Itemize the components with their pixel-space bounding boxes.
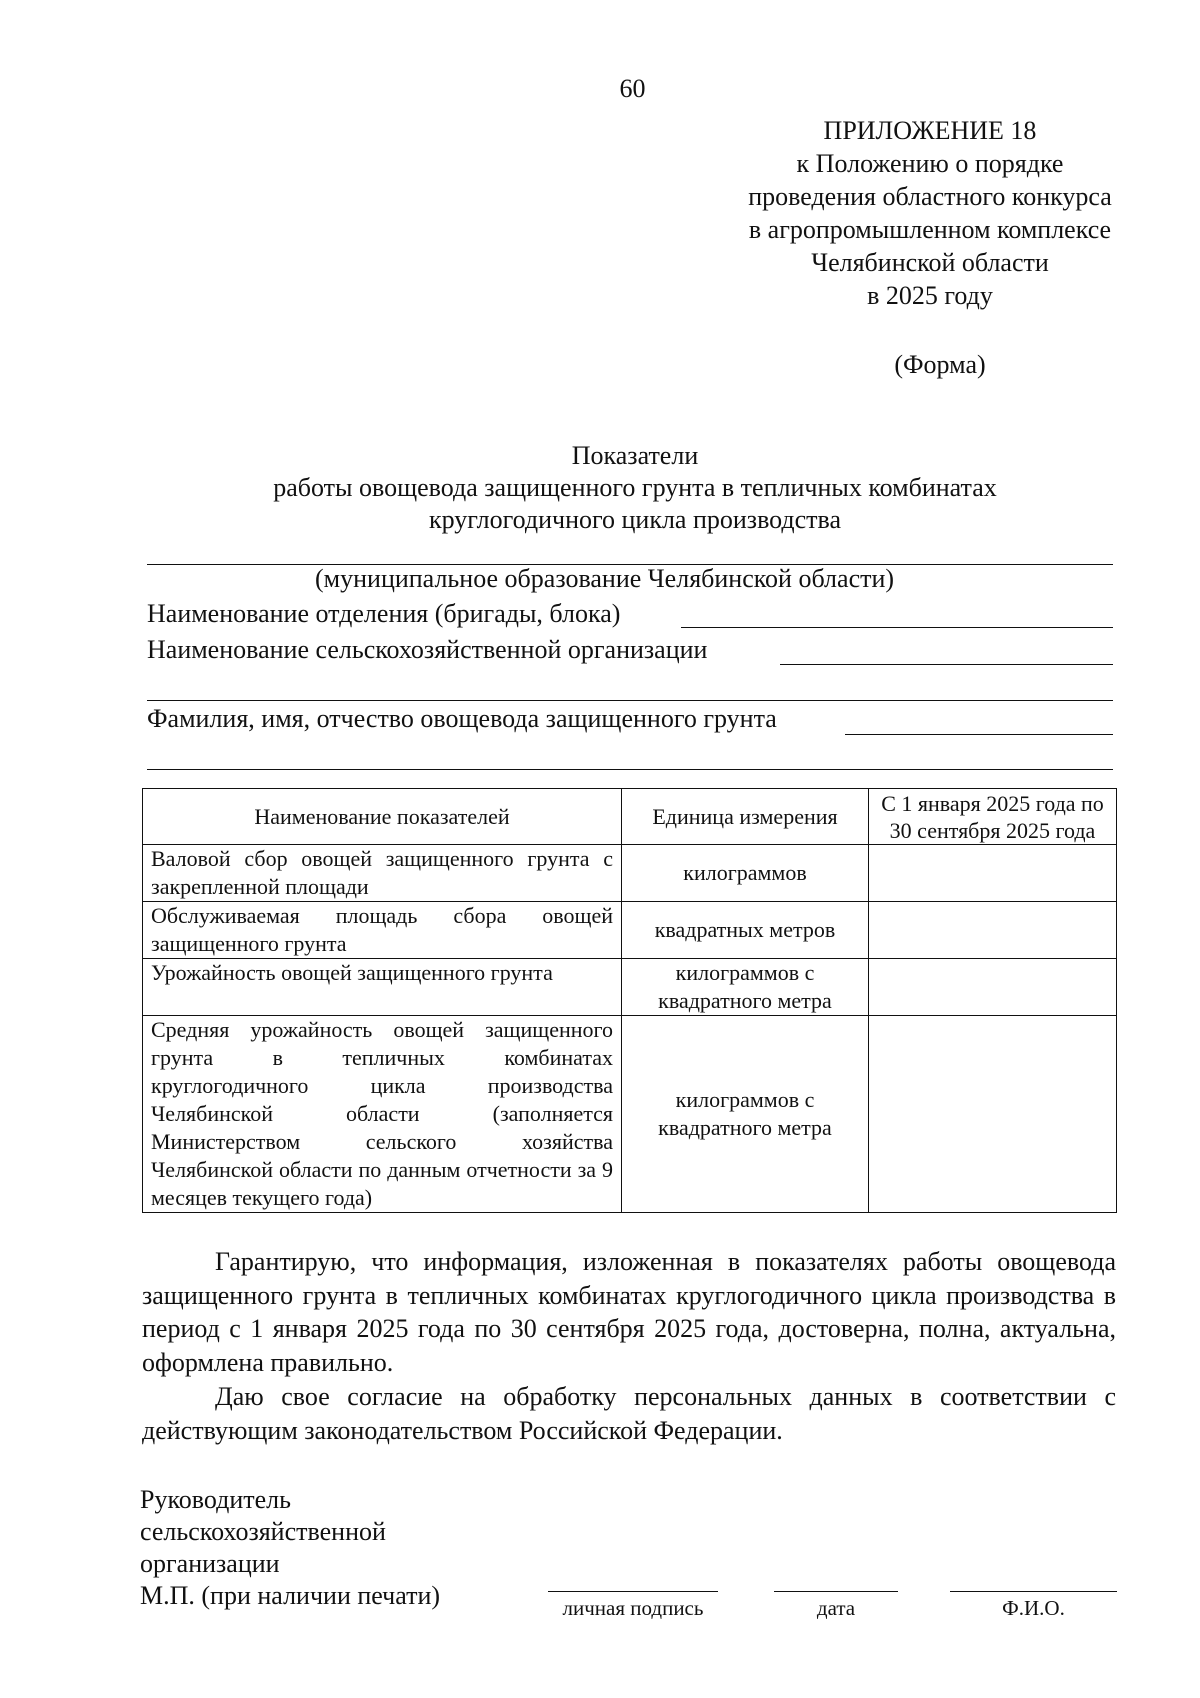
appendix-line: проведения областного конкурса — [748, 182, 1112, 211]
table-row — [143, 1016, 1117, 1213]
row-unit: килограммов с квадратного метра — [622, 959, 869, 1016]
row-unit: килограммов — [622, 845, 869, 902]
row-indicator-name: Урожайность овощей защищенного грунта — [143, 959, 622, 1016]
row-unit: квадратных метров — [622, 902, 869, 959]
title-line: Показатели — [571, 441, 699, 470]
appendix-line: в агропромышленном комплексе — [748, 215, 1112, 244]
header-period: С 1 января 2025 года по 30 сентября 2025 года — [869, 789, 1117, 845]
row-value-cell[interactable] — [869, 959, 1117, 1016]
grower-field-line[interactable] — [845, 734, 1113, 735]
row-value-cell[interactable] — [869, 902, 1117, 959]
title-line: работы овощевода защищенного грунта в тепличных комбинатах — [273, 473, 997, 502]
consent-paragraph: Даю свое согласие на обработку персональных данных в соответствии с действующим законодательством Российской Федерации. — [142, 1382, 1116, 1445]
table-row — [143, 902, 1117, 959]
stamp-note: М.П. (при наличии печати) — [140, 1581, 441, 1610]
appendix-line: в 2025 году — [867, 281, 993, 310]
row-value-cell[interactable] — [869, 845, 1117, 902]
title-line: круглогодичного цикла производства — [428, 505, 842, 534]
signatory-line: Руководитель — [140, 1485, 291, 1514]
indicators-table — [142, 788, 1117, 1213]
organization-label: Наименование сельскохозяйственной организации — [147, 635, 708, 664]
table-header-row — [143, 789, 1117, 845]
header-indicator-name: Наименование показателей — [143, 789, 622, 845]
row-indicator-name: Обслуживаемая площадь сбора овощей защищенного грунта — [143, 902, 622, 959]
appendix-line: Челябинской области — [811, 248, 1049, 277]
row-indicator-name: Средняя урожайность овощей защищенного грунта в тепличных комбинатах круглогодичного цикла производства Челябинской области (заполняется Министерством сельского хозяйства Челябинской области по данным отчетности за 9 месяцев текущего года) — [143, 1016, 622, 1213]
organization-field-line-2[interactable] — [147, 700, 1113, 701]
signature-field-line[interactable] — [548, 1591, 718, 1592]
guarantee-paragraph: Гарантирую, что информация, изложенная в показателях работы овощевода защищенного грунта в тепличных комбинатах круглогодичного цикла производства в период с 1 января 2025 года по 30 сентября 2025 года, достоверна, полна, актуальна, оформлена правильно. — [142, 1247, 1116, 1377]
grower-field-line-2[interactable] — [147, 769, 1113, 770]
division-field-line[interactable] — [681, 627, 1113, 628]
row-value-cell[interactable] — [869, 1016, 1117, 1213]
signatory-line: сельскохозяйственной — [140, 1517, 386, 1546]
form-label: (Форма) — [894, 350, 986, 379]
table-row — [143, 845, 1117, 902]
row-unit: килограммов с квадратного метра — [622, 1016, 869, 1213]
municipality-caption: (муниципальное образование Челябинской области) — [315, 564, 895, 593]
name-field-line[interactable] — [950, 1591, 1117, 1592]
row-indicator-name: Валовой сбор овощей защищенного грунта с закрепленной площади — [143, 845, 622, 902]
signatory-line: организации — [140, 1549, 280, 1578]
document-title — [140, 440, 1130, 536]
signature-label: личная подпись — [562, 1596, 704, 1620]
grower-label: Фамилия, имя, отчество овощевода защищенного грунта — [147, 704, 777, 733]
organization-field-line[interactable] — [780, 664, 1113, 665]
signatory-block — [140, 1484, 440, 1612]
appendix-header — [690, 114, 1170, 312]
name-label: Ф.И.О. — [1002, 1596, 1065, 1620]
appendix-line: к Положению о порядке — [796, 149, 1064, 178]
division-label: Наименование отделения (бригады, блока) — [147, 599, 621, 628]
page-number: 60 — [619, 74, 646, 103]
table-row — [143, 959, 1117, 1016]
date-field-line[interactable] — [774, 1591, 898, 1592]
header-unit: Единица измерения — [622, 789, 869, 845]
date-label: дата — [816, 1596, 856, 1620]
appendix-title: ПРИЛОЖЕНИЕ 18 — [823, 116, 1037, 145]
